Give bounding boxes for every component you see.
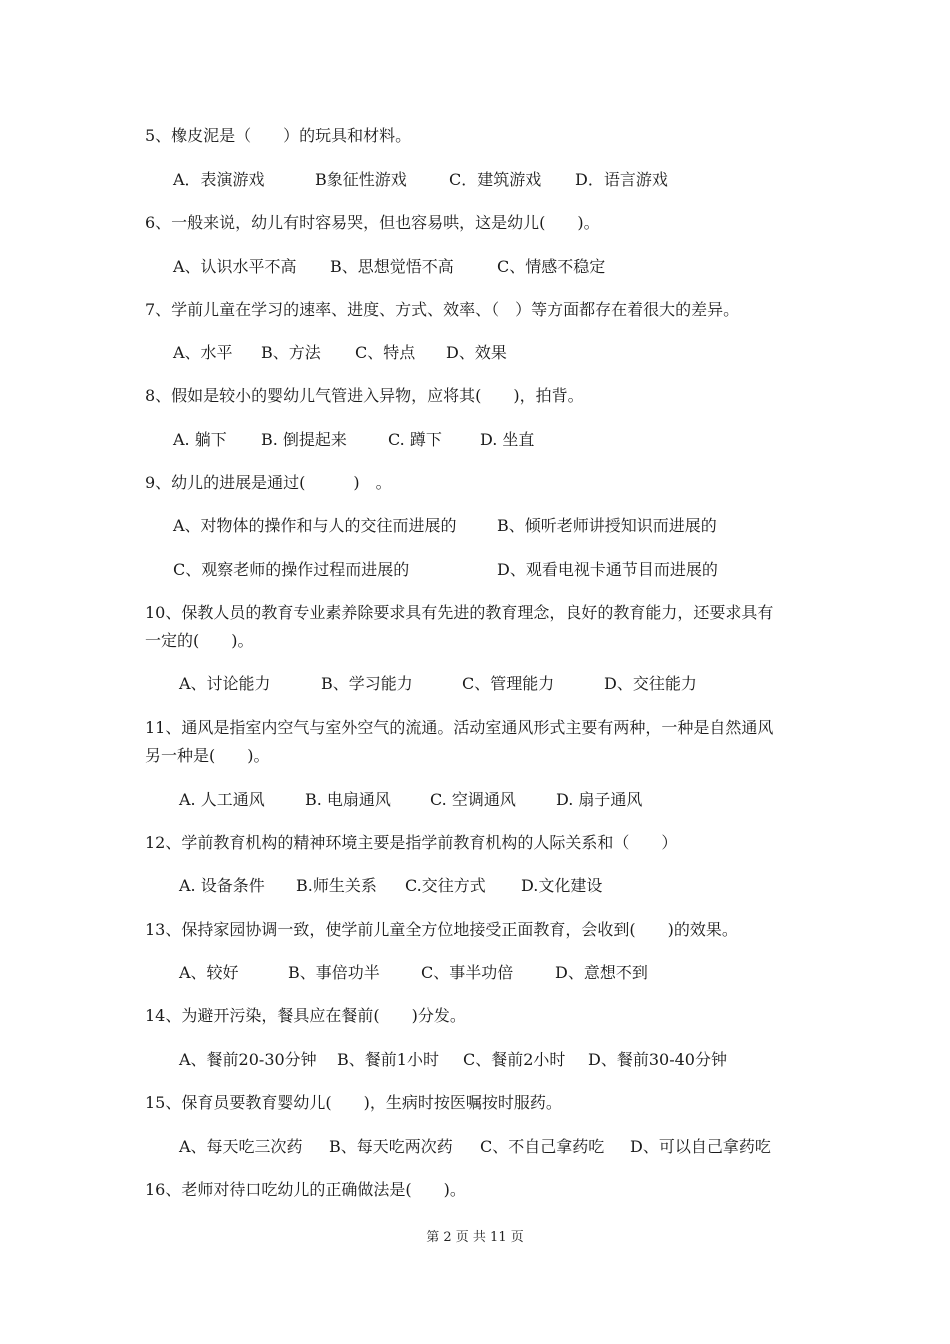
option-14b: B、餐前1小时 (337, 1050, 439, 1069)
option-15b: B、每天吃两次药 (329, 1137, 453, 1156)
question-6: 6、一般来说，幼儿有时容易哭，但也容易哄，这是幼儿( )。 (145, 213, 600, 232)
option-7b: B、方法 (261, 343, 321, 362)
option-8d: D. 坐直 (480, 430, 535, 449)
option-12c: C.交往方式 (405, 876, 486, 895)
option-7a: A、水平 (173, 343, 233, 362)
option-8a: A. 躺下 (173, 430, 227, 449)
option-5a: A．表演游戏 (173, 170, 265, 189)
option-14c: C、餐前2小时 (463, 1050, 566, 1069)
option-10b: B、学习能力 (321, 674, 413, 693)
option-14d: D、餐前30-40分钟 (588, 1050, 727, 1069)
option-13b: B、事倍功半 (288, 963, 380, 982)
option-13d: D、意想不到 (555, 963, 648, 982)
question-13: 13、保持家园协调一致，使学前儿童全方位地接受正面教育，会收到( )的效果。 (145, 920, 738, 939)
question-5: 5、橡皮泥是（ ）的玩具和材料。 (145, 126, 412, 145)
option-10d: D、交往能力 (604, 674, 697, 693)
option-10c: C、管理能力 (462, 674, 555, 693)
option-12d: D.文化建设 (521, 876, 603, 895)
option-15c: C、不自己拿药吃 (480, 1137, 605, 1156)
option-13a: A、较好 (179, 963, 239, 982)
option-5c: C．建筑游戏 (449, 170, 542, 189)
question-14: 14、为避开污染，餐具应在餐前( )分发。 (145, 1006, 466, 1025)
option-10a: A、讨论能力 (179, 674, 271, 693)
option-7c: C、特点 (355, 343, 416, 362)
question-10: 10、保教人员的教育专业素养除要求具有先进的教育理念，良好的教育能力，还要求具有 (145, 603, 774, 622)
question-8: 8、假如是较小的婴幼儿气管进入异物，应将其( )，拍背。 (145, 386, 584, 405)
question-12: 12、学前教育机构的精神环境主要是指学前教育机构的人际关系和（ ） (145, 833, 678, 852)
option-9b: B、倾听老师讲授知识而进展的 (497, 516, 717, 535)
page-footer: 第 2 页 共 11 页 (426, 1230, 524, 1245)
question-9: 9、幼儿的进展是通过( ) 。 (145, 473, 392, 492)
option-12b: B.师生关系 (296, 876, 377, 895)
option-13c: C、事半功倍 (421, 963, 514, 982)
option-7d: D、效果 (446, 343, 507, 362)
question-11: 11、通风是指室内空气与室外空气的流通。活动室通风形式主要有两种，一种是自然通风 (145, 718, 774, 737)
option-8b: B. 倒提起来 (261, 430, 347, 449)
option-8c: C. 蹲下 (388, 430, 442, 449)
question-10-continued: 一定的( )。 (145, 631, 254, 650)
option-14a: A、餐前20-30分钟 (179, 1050, 317, 1069)
question-11-continued: 另一种是( )。 (145, 746, 270, 765)
option-11c: C. 空调通风 (430, 790, 516, 809)
option-9c: C、观察老师的操作过程而进展的 (173, 560, 410, 579)
option-11d: D. 扇子通风 (556, 790, 643, 809)
question-7: 7、学前儿童在学习的速率、进度、方式、效率、（ ）等方面都存在着很大的差异。 (145, 300, 740, 319)
question-15: 15、保育员要教育婴幼儿( )，生病时按医嘱按时服药。 (145, 1093, 562, 1112)
option-12a: A. 设备条件 (179, 876, 265, 895)
option-6a: A、认识水平不高 (173, 257, 297, 276)
option-5b: B象征性游戏 (315, 170, 407, 189)
option-11b: B. 电扇通风 (305, 790, 391, 809)
option-9d: D、观看电视卡通节目而进展的 (497, 560, 718, 579)
option-6c: C、情感不稳定 (497, 257, 606, 276)
option-6b: B、思想觉悟不高 (330, 257, 454, 276)
question-16: 16、老师对待口吃幼儿的正确做法是( )。 (145, 1180, 466, 1199)
option-11a: A. 人工通风 (179, 790, 265, 809)
option-5d: D．语言游戏 (575, 170, 668, 189)
option-15a: A、每天吃三次药 (179, 1137, 303, 1156)
option-15d: D、可以自己拿药吃 (630, 1137, 771, 1156)
option-9a: A、对物体的操作和与人的交往而进展的 (173, 516, 457, 535)
